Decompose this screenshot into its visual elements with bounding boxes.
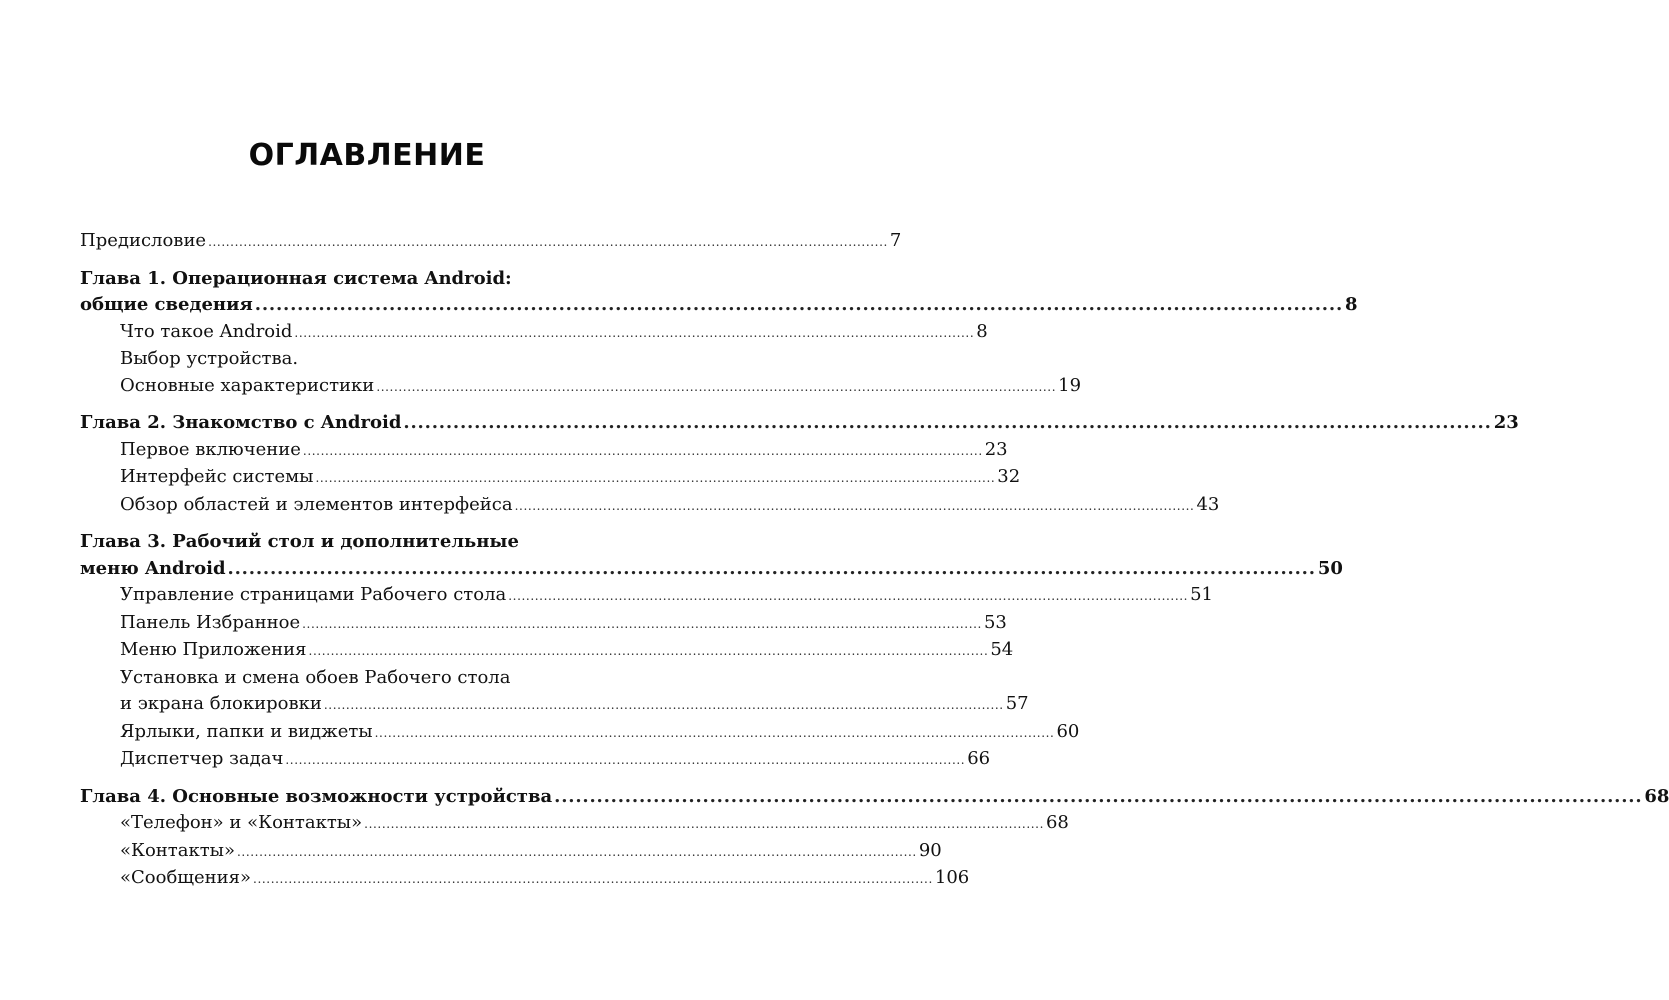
toc-entry-label: и экрана блокировки xyxy=(120,693,322,714)
toc-entry-page: 51 xyxy=(1190,584,1213,605)
toc-entry-label: Что такое Android xyxy=(120,320,293,342)
toc-entry-what-is-android[interactable] xyxy=(80,319,988,347)
toc-entry-wallpaper[interactable] xyxy=(80,691,1029,719)
toc-entry-device-choice-line1[interactable]: Выбор устройства. xyxy=(120,348,299,369)
toc-chapter-2-title: Глава 2. Знакомство с Android xyxy=(80,412,402,433)
toc-entry-desktop-pages[interactable] xyxy=(80,582,1213,610)
toc-entry-page: 23 xyxy=(984,438,1008,460)
toc-entry-shortcuts-folders-widgets[interactable] xyxy=(80,719,1080,747)
dot-leader: .......................................................................................................................................................... xyxy=(227,557,1316,579)
dot-leader: .......................................................................................................................................................... xyxy=(364,817,1044,831)
toc-entry-favorites-panel[interactable] xyxy=(80,610,1007,638)
toc-chapter-4-title: Глава 4. Основные возможности устройства xyxy=(80,785,553,807)
toc-entry-page: 90 xyxy=(918,839,942,861)
toc-chapter-3-page: 50 xyxy=(1317,557,1343,579)
toc-chapter-3-title-line2: меню Android xyxy=(80,557,226,579)
table-of-contents xyxy=(80,228,1669,893)
dot-leader: .......................................................................................................................................................... xyxy=(376,379,1057,394)
toc-chapter-1[interactable] xyxy=(80,292,1358,319)
dot-leader: .......................................................................................................................................................... xyxy=(508,589,1189,603)
dot-leader: .......................................................................................................................................................... xyxy=(208,235,888,249)
dot-leader: .......................................................................................................................................................... xyxy=(237,844,917,859)
dot-leader: .......................................................................................................................................................... xyxy=(253,872,933,886)
toc-entry-first-boot[interactable] xyxy=(80,437,1008,465)
toc-entry-task-manager[interactable] xyxy=(80,746,991,774)
toc-entry-page: 106 xyxy=(934,867,970,888)
toc-entry-page: 7 xyxy=(889,230,902,251)
toc-entry-page: 19 xyxy=(1058,374,1082,396)
dot-leader: .......................................................................................................................................................... xyxy=(315,471,996,485)
toc-group-preface xyxy=(80,228,902,256)
toc-entry-label: Обзор областей и элементов интерфейса xyxy=(120,493,513,515)
toc-entry-preface[interactable] xyxy=(80,228,902,256)
toc-chapter-4[interactable] xyxy=(80,784,1669,811)
toc-chapter-2[interactable] xyxy=(80,410,1519,437)
toc-entry-page: 57 xyxy=(1005,693,1029,714)
toc-chapter-1-page: 8 xyxy=(1345,294,1358,315)
toc-entry-device-choice[interactable] xyxy=(80,373,1082,401)
toc-group-chapter-2 xyxy=(80,410,1519,519)
toc-entry-label: Диспетчер задач xyxy=(120,748,284,769)
toc-entry-phone-contacts[interactable] xyxy=(80,810,1069,838)
dot-leader: .......................................................................................................................................................... xyxy=(374,725,1055,740)
toc-group-chapter-1 xyxy=(80,266,1358,401)
toc-entry-messages[interactable] xyxy=(80,865,970,893)
toc-entry-wallpaper-line1[interactable]: Установка и смена обоев Рабочего стола xyxy=(120,666,511,688)
toc-entry-contacts[interactable] xyxy=(80,838,942,866)
toc-entry-label: Предисловие xyxy=(80,230,207,251)
toc-chapter-4-page: 68 xyxy=(1644,785,1669,807)
dot-leader: .......................................................................................................................................................... xyxy=(323,698,1004,712)
toc-entry-page: 66 xyxy=(967,748,991,769)
toc-entry-label: Интерфейс системы xyxy=(120,466,314,487)
dot-leader: .......................................................................................................................................................... xyxy=(302,616,982,631)
dot-leader: .......................................................................................................................................................... xyxy=(514,498,1195,513)
toc-entry-label: Ярлыки, папки и виджеты xyxy=(120,720,373,742)
dot-leader: .......................................................................................................................................................... xyxy=(403,412,1492,433)
toc-entry-label: Первое включение xyxy=(120,438,301,460)
toc-entry-interface-overview[interactable] xyxy=(80,492,1220,520)
toc-group-chapter-3 xyxy=(80,529,1343,774)
toc-chapter-3[interactable] xyxy=(80,556,1343,583)
toc-chapter-1-title-line2: общие сведения xyxy=(80,294,253,315)
toc-entry-label: «Телефон» и «Контакты» xyxy=(120,812,363,833)
toc-entry-label: Меню Приложения xyxy=(120,639,307,660)
toc-entry-page: 53 xyxy=(983,611,1007,633)
page-title: ОГЛАВЛЕНИЕ xyxy=(248,138,486,173)
toc-entry-page: 54 xyxy=(990,639,1014,660)
toc-entry-label: Панель Избранное xyxy=(120,611,301,633)
dot-leader: .......................................................................................................................................................... xyxy=(294,325,975,340)
toc-entry-label: Управление страницами Рабочего стола xyxy=(120,584,507,605)
toc-entry-label: «Контакты» xyxy=(120,839,236,861)
dot-leader: .......................................................................................................................................................... xyxy=(308,644,989,658)
toc-entry-page: 43 xyxy=(1196,493,1220,515)
toc-chapter-2-page: 23 xyxy=(1493,412,1519,433)
toc-entry-page: 68 xyxy=(1045,812,1069,833)
dot-leader: .......................................................................................................................................................... xyxy=(302,443,983,458)
toc-chapter-3-title-line1[interactable]: Глава 3. Рабочий стол и дополнительные xyxy=(80,531,519,552)
toc-entry-system-interface[interactable] xyxy=(80,464,1021,492)
toc-entry-apps-menu[interactable] xyxy=(80,637,1014,665)
toc-chapter-1-title-line1[interactable]: Глава 1. Операционная система Android: xyxy=(80,267,512,289)
toc-entry-page: 32 xyxy=(997,466,1021,487)
dot-leader: .......................................................................................................................................................... xyxy=(254,294,1344,315)
toc-entry-page: 8 xyxy=(976,320,988,342)
dot-leader: .......................................................................................................................................................... xyxy=(285,753,966,767)
toc-entry-label: Основные характеристики xyxy=(120,374,375,396)
toc-entry-label: «Сообщения» xyxy=(120,867,252,888)
toc-group-chapter-4 xyxy=(80,784,1669,893)
toc-entry-page: 60 xyxy=(1056,720,1080,742)
dot-leader: .......................................................................................................................................................... xyxy=(554,785,1643,807)
